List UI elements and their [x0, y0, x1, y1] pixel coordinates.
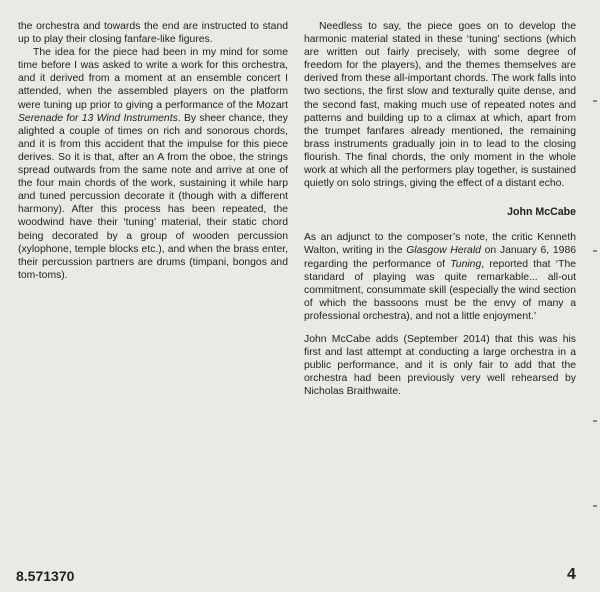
edge-mark — [593, 100, 597, 102]
paragraph-critic-text-a: As an adjunct to the composer’s note, the critic Kenneth Walton, writing in the — [304, 232, 576, 257]
page-number: 4 — [567, 566, 576, 583]
author-signature: John McCabe — [507, 206, 576, 219]
right-column — [304, 20, 576, 398]
newspaper-title: Glasgow Herald — [406, 245, 481, 257]
paragraph-critic-text-b: on January 6, 1986 regarding the performance of — [304, 245, 577, 270]
paragraph-development: Needless to say, the piece goes on to develop the harmonic material stated in these ‘tuning’ sections (which are written out fairly precisely, with some degree of freedom for the players), and the themes themselves are derived from these all-important chords. The work falls into two sections, the first slow and texturally quite dense, and the second fast, making much use of repeated notes and patterns and building up to a climax at which, apart from the trumpet fanfares already mentioned, the remaining brass instruments gradually join in to lead to the closing flourish. The final chords, the only moment in the whole work at which all the performers play together, is sustained quietly on solo strings, giving the effect of a distant echo. — [304, 21, 576, 190]
serenade-title: Serenade for 13 Wind Instruments — [18, 112, 178, 124]
paragraph-orchestra-closing: the orchestra and towards the end are instructed to stand up to play their closing fanfare-like figures. — [18, 21, 288, 46]
paragraph-critic-text-c: , reported that ‘The standard of playing was quite remarkable... all-out commitment, consummate skill (especially the wind section of which the bassoons must be the envy of many a professional orchestra), and not a little enjoyment.’ — [304, 258, 577, 322]
paragraph-critic-review — [304, 231, 576, 323]
paragraph-idea-origin — [18, 46, 288, 282]
paragraph-conducting-note: John McCabe adds (September 2014) that this was his first and last attempt at conducting a large orchestra in a public performance, and it is only fair to add that the orchestra had been previously very well rehearsed by Nicholas Braithwaite. — [304, 333, 576, 398]
edge-mark — [593, 250, 597, 252]
paragraph-idea-text-a: The idea for the piece had been in my mind for some time before I was asked to write a work for this orchestra, and it derived from a moment at an ensemble concert I attended, when the assembled players on the platform were tuning up prior to giving a performance of the Mozart — [18, 47, 288, 111]
paragraph-idea-text-b: . By sheer chance, they alighted a couple of times on rich and sonorous chords, and it is from this accident that the impulse for this piece derives. So it is that, after an A from the oboe, the strings spread outwards from the same note and arrive at one of the four main chords of the work, sustaining it while harp and tuned percussion decorate it (though with a different harmony). After this process has been repeated, the woodwind have their ‘tuning’ material, their static chord being decorated by a group of wooden percussion (xylophone, temple blocks etc.), and when the brass enter, their percussion partners are drums (timpani, bongos and tom-toms). — [18, 112, 288, 281]
left-column — [18, 20, 288, 282]
catalog-number: 8.571370 — [16, 568, 75, 584]
work-title: Tuning — [450, 258, 482, 270]
edge-mark — [593, 420, 597, 422]
edge-mark — [593, 505, 597, 507]
